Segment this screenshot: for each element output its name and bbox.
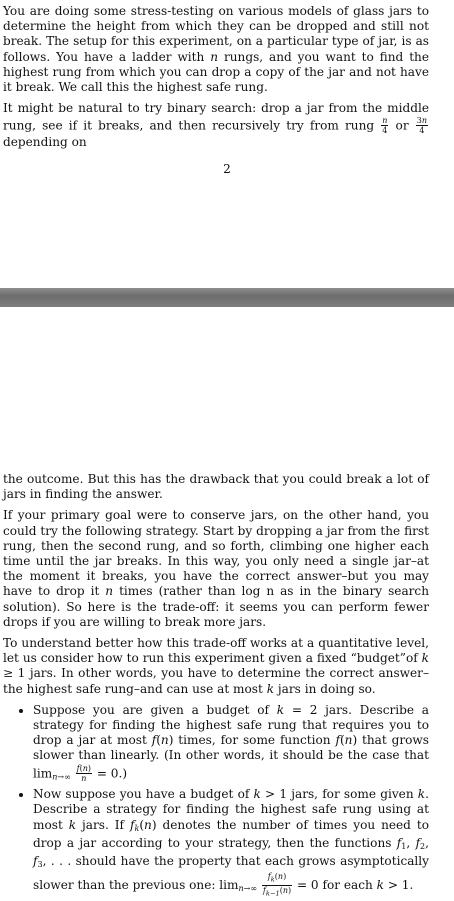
conserve-jars-paragraph: If your primary goal were to conserve jars, on the other hand, you could try the following strategy. Start by dropping a jar from the first rung, then the second rung, and so forth, climbing one higher each time until the jar breaks. In this way, you only need a single jar–at the moment it breaks, you have the correct answer–but you may have to drop it n times (rather than log n as in the binary search solution). So here is the trade-off: it seems you can perform fewer drops if you are willing to break more jars. [3, 508, 429, 629]
question-item-2: • Now suppose you have a budget of k > 1 jars, for some given k. Describe a strategy for finding the highest safe rung using at most k jars. If $f_k(n)$ denotes the number of times you need to drop a jar according to your strategy, then the functions $f_1$, $f_2$, $f_3$, . . . should have the property that each grows asymptotically slower than the previous one: $\lim_{n\to\infty}$ $\frac{f_k(n)}{f_{k-1}(n)}$ = 0 for each k > 1. [33, 787, 429, 898]
page-2 [0, 307, 454, 898]
outcome-paragraph: the outcome. But this has the drawback that you could break a lot of jars in finding the answer. [3, 472, 429, 502]
page-2-text [3, 472, 429, 901]
tradeoff-paragraph: To understand better how this trade-off works at a quantitative level, let us consider how to run this experiment given a fixed “budget”of k ≥ 1 jars. In other words, you have to determine the correct answer–the highest safe rung–and can use at most k jars in doing so. [3, 636, 429, 696]
question-list [3, 703, 429, 899]
page-1 [0, 0, 454, 288]
fraction-n-over-4: $\frac{n}{4}$ [382, 116, 388, 136]
binary-search-paragraph: It might be natural to try binary search: drop a jar from the middle rung, see if it breaks, and then recursively try from rung $\frac{n}{4}$ or $\frac{3n}{4}$ depending on [3, 101, 429, 150]
question-item-1: • Suppose you are given a budget of k = 2 jars. Describe a strategy for finding the highest safe rung that requires you to drop a jar at most f(n) times, for some function f(n) that grows slower than linearly. (In other words, it should be the case that $\lim_{n\to\infty}$ $\frac{f(n)}{n}$ = 0.) [33, 703, 429, 784]
page-1-text [3, 4, 429, 157]
page-separator [0, 288, 454, 307]
intro-paragraph: You are doing some stress-testing on various models of glass jars to determine the height from which they can be dropped and still not break. The setup for this experiment, on a particular type of jar, is as follows. You have a ladder with n rungs, and you want to find the highest rung from which you can drop a copy of the jar and not have it break. We call this the highest safe rung. [3, 4, 430, 95]
fraction-fn-over-n: $\frac{f(n)}{n}$ [76, 763, 91, 783]
fraction-3n-over-4: $\frac{3n}{4}$ [416, 116, 427, 136]
page-number: 2 [223, 162, 231, 176]
fraction-fk-over-fk-1: $\frac{f_k(n)}{f_{k-1}(n)}$ [262, 872, 292, 898]
